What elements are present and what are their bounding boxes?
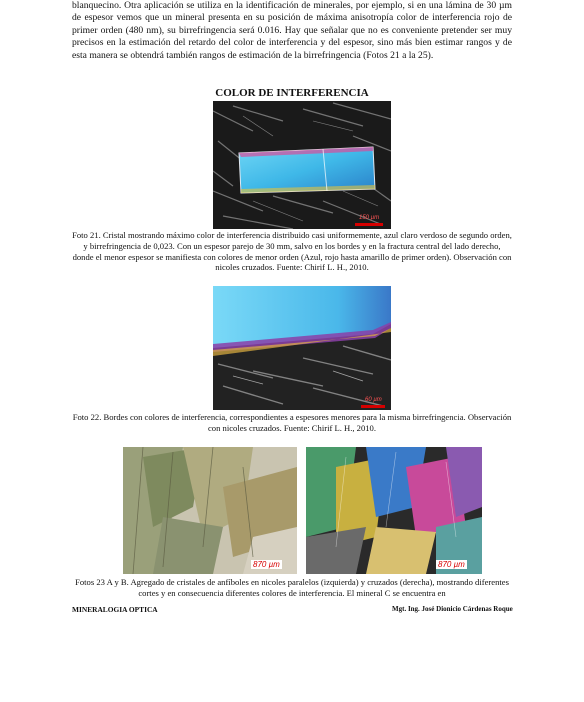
footer-left: MINERALOGIA OPTICA (72, 605, 158, 614)
footer-right: Mgt. Ing. José Dionicio Cárdenas Roque (392, 605, 513, 613)
photo-21-caption: Foto 21. Cristal mostrando máximo color de interferencia distribuido casi uniformemente, azul claro verdoso de segundo orden, y birrefringencia de 0,023. Con un espesor parejo de 30 mm, salvo en los bordes y en la fractura central del lado derecho, donde el menor espesor se manifiesta con colores de menor orden (Azul, rojo hasta amarillo de primer orden). Observación con nicoles cruzados. Fuente: Chirif L. H., 2010. (72, 230, 512, 273)
section-heading: COLOR DE INTERFERENCIA (215, 87, 369, 99)
scale-bar (361, 405, 385, 408)
photo-22-caption: Foto 22. Bordes con colores de interferencia, correspondientes a espesores menores para la misma birrefringencia. Observación con nicoles cruzados. Fuente: Chirif L. H., 2010. (72, 412, 512, 433)
scale-label: 150 µm (359, 215, 380, 221)
photo-21 (213, 101, 391, 229)
scale-bar (355, 223, 383, 226)
photo-23a (123, 447, 297, 574)
photo-23b (306, 447, 482, 574)
photo-22 (213, 286, 391, 410)
photo-23-caption: Fotos 23 A y B. Agregado de cristales de anfíboles en nicoles paralelos (izquierda) y cruzados (derecha), mostrando diferentes cortes y en consecuencia diferentes colores de interferencia. El mineral C se encuentra en (75, 577, 509, 598)
scale-label: 870 µm (253, 560, 280, 569)
intro-paragraph: blanquecino. Otra aplicación se utiliza en la identificación de minerales, por ejemplo, si en una lámina de 30 µm de espesor vemos que un mineral presenta en su posición de máxima anisotropía color de interferencia rojo de primer orden (480 nm), su birrefringencia será 0.016. Hay que señalar que no es conveniente pretender ser muy precisos en la estimación del retardo del color de interferencia y del espesor, sino más bien estimar rangos y de esta manera se obtendrá también rangos de estimación de la birrefringencia (Fotos 21 a la 25). (72, 0, 512, 61)
scale-label: 60 µm (365, 397, 382, 403)
scale-label: 870 µm (438, 560, 465, 569)
